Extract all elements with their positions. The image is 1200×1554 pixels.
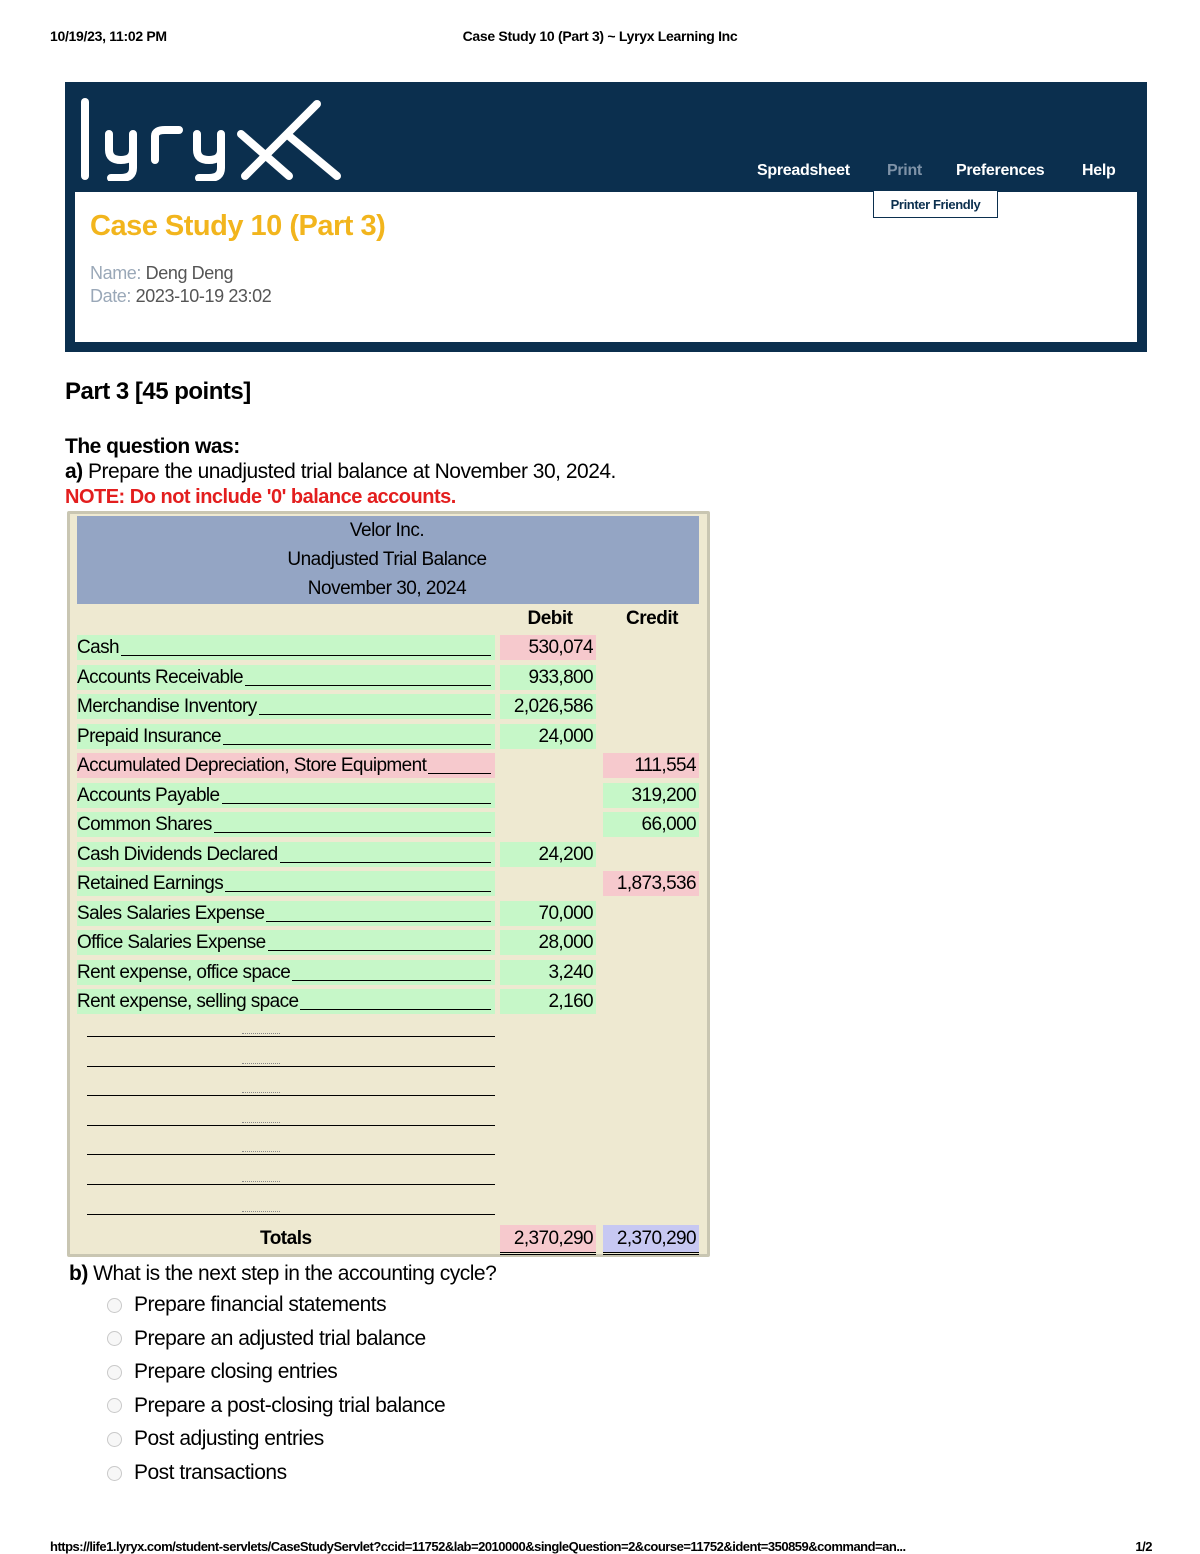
print-timestamp: 10/19/23, 11:02 PM — [50, 28, 167, 44]
option-label: Prepare closing entries — [134, 1360, 338, 1384]
account-name: Accumulated Depreciation, Store Equipment — [77, 755, 427, 776]
account-name: Retained Earnings — [77, 873, 224, 894]
account-name: Office Salaries Expense — [77, 932, 266, 953]
question-a-prefix: a) — [65, 460, 83, 483]
debit-double-underline — [500, 1252, 596, 1255]
debit-amount[interactable]: 2,026,586 — [500, 694, 596, 719]
account-name-field[interactable] — [77, 901, 495, 926]
print-footer — [50, 1539, 1152, 1554]
nav-print[interactable]: Print — [887, 162, 922, 179]
account-name: Accounts Receivable — [77, 666, 244, 688]
credit-amount[interactable]: 319,200 — [603, 783, 699, 808]
student-name — [90, 263, 233, 284]
debit-amount[interactable]: 24,200 — [500, 842, 596, 867]
credit-header: Credit — [626, 608, 678, 629]
statement-date: November 30, 2024 — [307, 578, 467, 599]
account-name: Rent expense, selling space — [77, 991, 299, 1012]
account-name-field[interactable] — [77, 694, 495, 719]
blank-entry-line[interactable] — [87, 1036, 495, 1037]
radio-button[interactable] — [107, 1398, 122, 1413]
option-label: Post adjusting entries — [134, 1427, 324, 1451]
account-name-field[interactable] — [77, 724, 495, 749]
account-name-field[interactable] — [77, 635, 495, 660]
statement-title: Unadjusted Trial Balance — [287, 549, 487, 570]
debit-header: Debit — [527, 608, 573, 629]
account-underline — [245, 685, 491, 686]
account-name-field[interactable] — [77, 989, 495, 1014]
account-underline — [268, 950, 491, 951]
credit-double-underline — [603, 1252, 699, 1255]
account-name: Accounts Payable — [77, 784, 220, 806]
account-underline — [428, 773, 491, 774]
question-a-text: Prepare the unadjusted trial balance at November 30, 2024. — [88, 460, 616, 483]
blank-entry-line[interactable] — [87, 1184, 495, 1185]
account-name: Common Shares — [77, 814, 212, 835]
question-a — [65, 460, 616, 484]
account-name: Cash — [77, 637, 119, 658]
account-name: Cash Dividends Declared — [77, 843, 278, 865]
account-name: Rent expense, office space — [77, 961, 291, 983]
account-underline — [222, 803, 491, 804]
option-label: Prepare an adjusted trial balance — [134, 1326, 426, 1350]
answer-option[interactable] — [107, 1461, 287, 1485]
account-underline — [225, 891, 491, 892]
radio-button[interactable] — [107, 1331, 122, 1346]
radio-button[interactable] — [107, 1432, 122, 1447]
debit-amount[interactable]: 28,000 — [500, 930, 596, 955]
account-name: Prepaid Insurance — [77, 725, 222, 747]
account-underline — [266, 921, 491, 922]
printer-friendly-button[interactable]: Printer Friendly — [873, 190, 998, 218]
lyryx-banner — [65, 82, 1147, 352]
account-underline — [214, 832, 491, 833]
radio-button[interactable] — [107, 1298, 122, 1313]
lyryx-logo — [79, 96, 349, 181]
debit-amount[interactable]: 530,074 — [500, 635, 596, 660]
blank-entry-line[interactable] — [87, 1095, 495, 1096]
credit-amount[interactable]: 66,000 — [603, 812, 699, 837]
name-value: Deng Deng — [145, 263, 234, 283]
debit-amount[interactable]: 3,240 — [500, 960, 596, 985]
account-underline — [223, 744, 491, 745]
account-name-field[interactable] — [77, 753, 495, 778]
account-name: Merchandise Inventory — [77, 696, 257, 717]
blank-entry-line[interactable] — [87, 1154, 495, 1155]
debit-amount[interactable]: 2,160 — [500, 989, 596, 1014]
date-label: Date: — [90, 286, 132, 306]
nav-preferences[interactable]: Preferences — [956, 162, 1045, 179]
account-name-field[interactable] — [77, 812, 495, 837]
answer-option[interactable] — [107, 1293, 386, 1317]
blank-entry-line[interactable] — [87, 1066, 495, 1067]
total-debit[interactable]: 2,370,290 — [500, 1225, 596, 1252]
trial-balance-header — [77, 516, 699, 604]
blank-entry-line[interactable] — [87, 1125, 495, 1126]
option-label: Post transactions — [134, 1461, 287, 1484]
print-page-title: Case Study 10 (Part 3) ~ Lyryx Learning Inc — [462, 28, 738, 44]
debit-amount[interactable]: 24,000 — [500, 724, 596, 749]
footer-url: https://life1.lyryx.com/student-servlets/CaseStudyServlet?ccid=11752&lab=2010000&singleQuestion=2&course=11752&ident=350859&command=an... — [50, 1539, 906, 1554]
answer-option[interactable] — [107, 1327, 426, 1351]
account-name-field[interactable] — [77, 930, 495, 955]
case-title: Case Study 10 (Part 3) — [90, 210, 386, 242]
account-underline — [121, 655, 491, 656]
company-name: Velor Inc. — [349, 520, 425, 541]
answer-option[interactable] — [107, 1394, 445, 1418]
account-name: Sales Salaries Expense — [77, 902, 265, 924]
trial-balance — [67, 511, 710, 1257]
radio-button[interactable] — [107, 1365, 122, 1380]
nav-help[interactable]: Help — [1082, 162, 1116, 179]
account-name-field[interactable] — [77, 871, 495, 896]
account-underline — [280, 862, 491, 863]
account-underline — [300, 1009, 491, 1010]
total-credit[interactable]: 2,370,290 — [603, 1225, 699, 1252]
account-name-field[interactable] — [77, 842, 495, 867]
option-label: Prepare a post-closing trial balance — [134, 1393, 446, 1417]
question-b-text: What is the next step in the accounting cycle? — [93, 1262, 497, 1285]
submission-date — [90, 286, 271, 307]
blank-entry-line[interactable] — [87, 1214, 495, 1215]
credit-amount[interactable]: 111,554 — [603, 753, 699, 778]
account-name-field[interactable] — [77, 960, 495, 985]
question-b — [69, 1262, 496, 1286]
credit-amount[interactable]: 1,873,536 — [603, 871, 699, 896]
case-info-panel — [75, 192, 1137, 342]
radio-button[interactable] — [107, 1466, 122, 1481]
note-text: NOTE: Do not include '0' balance accounts. — [65, 486, 456, 508]
part-title: Part 3 [45 points] — [65, 378, 251, 405]
option-label: Prepare financial statements — [134, 1293, 387, 1316]
account-underline — [292, 980, 491, 981]
account-underline — [259, 714, 491, 715]
account-name-field[interactable] — [77, 665, 495, 690]
question-b-prefix: b) — [69, 1262, 88, 1285]
footer-page-number: 1/2 — [1135, 1539, 1152, 1554]
nav-spreadsheet[interactable]: Spreadsheet — [757, 162, 850, 179]
answer-option[interactable] — [107, 1427, 324, 1451]
name-label: Name: — [90, 263, 142, 283]
debit-amount[interactable]: 933,800 — [500, 665, 596, 690]
answer-option[interactable] — [107, 1360, 337, 1384]
account-name-field[interactable] — [77, 783, 495, 808]
date-value: 2023-10-19 23:02 — [135, 286, 272, 306]
debit-amount[interactable]: 70,000 — [500, 901, 596, 926]
totals-label: Totals — [260, 1228, 312, 1249]
question-label: The question was: — [65, 435, 240, 458]
